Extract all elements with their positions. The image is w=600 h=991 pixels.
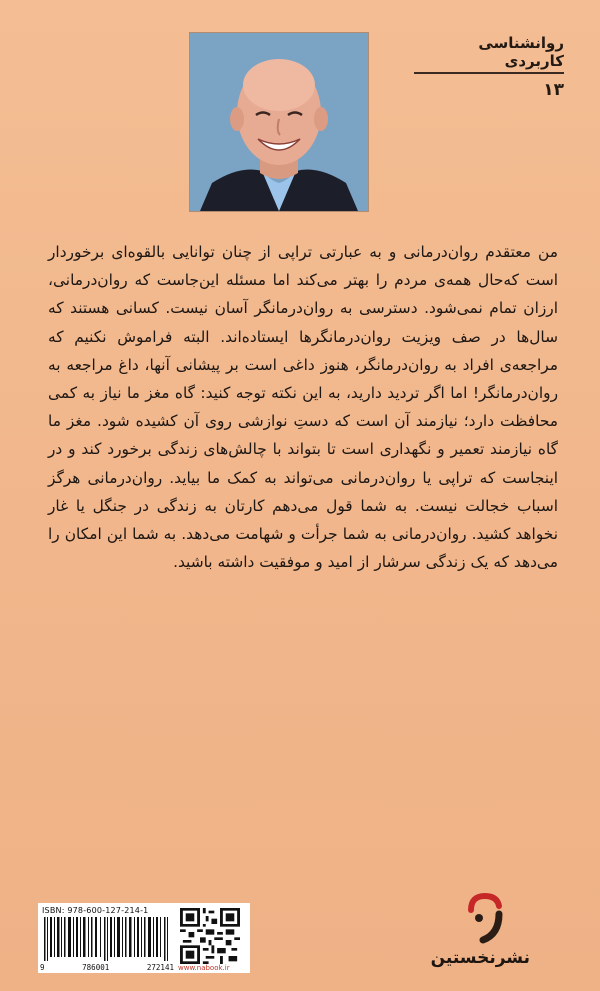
series-number: ۱۳ <box>543 80 564 100</box>
series-title: روانشناسی کاربردی <box>414 34 564 74</box>
publisher-name: نشرنخستین <box>430 948 530 968</box>
barcode-digits <box>40 963 174 972</box>
isbn-barcode <box>38 903 250 973</box>
isbn-label: ISBN: 978-600-127-214-1 <box>42 906 149 915</box>
barcode-digit-group-1: 786001 <box>82 963 110 972</box>
author-photo <box>189 32 369 212</box>
back-cover-description: من معتقدم روان‌درمانی و به عبارتی تراپی از چنان توانایی بالقوه‌ای برخوردار است که‌حال همه‌ی مردم را بهتر می‌کند اما مسئله این‌جاست که روان‌درمانی، ارزان تمام نمی‌شود. دسترسی به روان‌درمانگر آسان نیست. کسانی هستند که سال‌ها در صف ویزیت روان‌درمانگرها ایستاده‌اند. البته فراموش نکنیم که مراجعه‌ی افراد به روان‌درمانگر، هنوز داغی است بر پیشانی آنها، داغ مراجعه به روان‌درمانگر! اما اگر تردید دارید، به این نکته توجه کنید: گاه مغز ما نیاز به کمی محافظت دارد؛ نیازمند آن است که دستِ نوازشی روی آن کشیده شود. مغز ما گاه نیازمند تعمیر و نگهداری است تا بتواند با چالش‌های زندگی برخورد کند و در اینجاست که تراپی یا روان‌درمانی می‌تواند به کمک ما بیاید. روان‌درمانی هرگز اسباب خجالت نیست. به شما قول می‌دهم کارتان به زندگی در جنگل یا غار نخواهد کشید. روان‌درمانی به شما جرأت و شهامت می‌دهد. به شما این امکان را می‌دهد که یک زندگی سرشار از امید و موفقیت داشته باشید. <box>48 243 558 572</box>
series-label <box>414 34 564 100</box>
barcode-digit-prefix: 9 <box>40 963 45 972</box>
barcode-bars <box>42 917 172 961</box>
publisher-logo-icon <box>463 890 507 946</box>
barcode-digit-group-2: 272141 <box>146 963 174 972</box>
publisher-website: www.nabook.ir <box>178 964 230 972</box>
publisher-logo <box>430 890 530 985</box>
qr-code-icon <box>180 908 240 964</box>
